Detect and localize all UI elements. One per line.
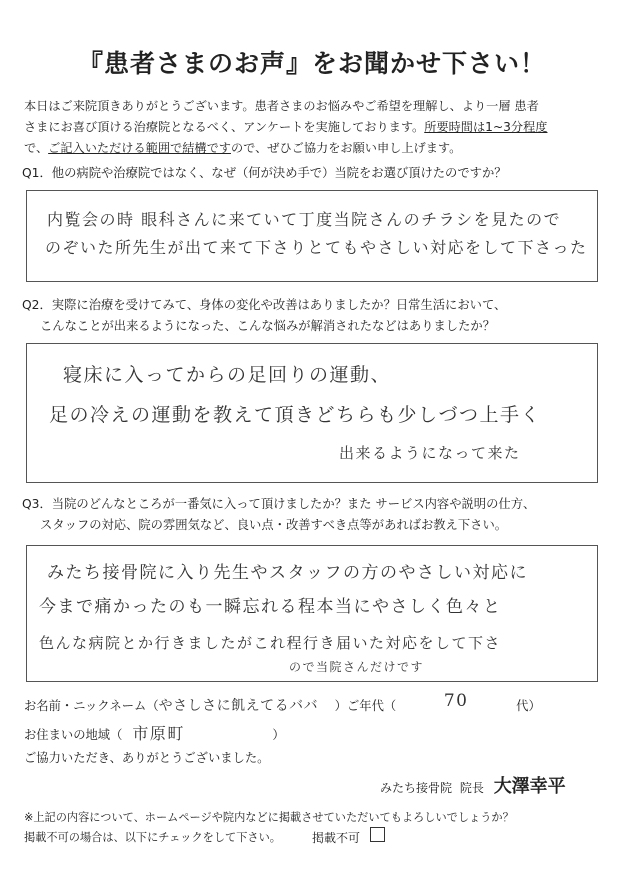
q3-answer-line-3: 色んな病院とか行きましたがこれ程行き届いた対応をして下さ xyxy=(39,634,502,652)
intro-line-3-b: ので、ぜひご協力をお願い申し上げます。 xyxy=(230,141,462,155)
name-close: ） xyxy=(334,699,347,713)
q3-question-line-2: スタッフの対応、院の雰囲気など、良い点・改善すべき点等があればお教え下さい。 xyxy=(40,518,508,532)
intro-line-2-text: さまにお喜び頂ける治療院となるべく、アンケートを実施しております。 xyxy=(24,120,425,134)
no-publish-label: 掲載不可 xyxy=(312,831,361,845)
area-row xyxy=(24,721,285,744)
area-label: お住まいの地域（ xyxy=(24,728,123,742)
age-label: ご年代（ xyxy=(346,699,397,713)
q1-answer-line-2: のぞいた所先生が出て来て下さりとてもやさしい対応をして下さった xyxy=(45,238,588,257)
q2-question-line-2: こんなことが出来るようになった、こんな悩みが解消されたなどはありましたか？ xyxy=(40,319,495,333)
no-publish-checkbox[interactable] xyxy=(370,827,385,842)
q3-answer-line-2: 今まで痛かったのも一瞬忘れる程本当にやさしく色々と xyxy=(39,597,502,617)
q1-question: Q1．他の病院や治療院ではなく、なぜ（何が決め手で）当院をお選び頂けたのですか？ xyxy=(22,166,507,180)
q3-answer-line-4: ので当院さんだけです xyxy=(289,660,425,674)
intro-line-3-a: で、 xyxy=(24,141,49,155)
intro-scope: ご記入いただける範囲で結構です xyxy=(48,141,231,155)
intro-duration: 所要時間は1~3分程度 xyxy=(424,120,548,134)
q3-answer-line-1: みたち接骨院に入り先生やスタッフの方のやさしい対応に xyxy=(47,563,528,583)
q2-answer-line-1: 寝床に入ってからの足回りの運動、 xyxy=(63,364,392,386)
intro-line-3 xyxy=(24,138,604,159)
q2-answer-line-3: 出来るようになって来た xyxy=(339,444,521,462)
q2-question-line-1: Q2．実際に治療を受けてみて、身体の変化や改善はありましたか？日常生活において、 xyxy=(22,298,507,312)
page-title: 『患者さまのお声』をお聞かせ下さい！ xyxy=(77,49,546,78)
age-value[interactable]: 70 xyxy=(443,691,469,711)
director-role: 院長 xyxy=(459,781,484,795)
director-name: 大澤幸平 xyxy=(493,776,566,797)
intro-line-1: 本日はご来院頂きありがとうございます。患者さまのお悩みやご希望を理解し、より一層 患者 xyxy=(24,99,539,113)
name-age-row xyxy=(24,691,541,715)
clinic-name: みたち接骨院 xyxy=(380,781,453,795)
publication-instruction: 掲載不可の場合は、以下にチェックをして下さい。 xyxy=(24,831,281,844)
intro-text xyxy=(24,96,604,159)
thanks-text: ご協力いただき、ありがとうございました。 xyxy=(24,751,270,765)
name-value[interactable]: やさしさに飢えてるババ xyxy=(158,698,319,714)
area-value[interactable]: 市原町 xyxy=(132,724,185,743)
q1-answer-line-1: 内覧会の時 眼科さんに来ていて丁度当院さんのチラシを見たので xyxy=(47,210,562,229)
q2-answer-line-2: 足の冷えの運動を教えて頂きどちらも少しづつ上手く xyxy=(49,404,542,426)
q3-answer-box[interactable] xyxy=(26,545,598,682)
q1-answer-box[interactable] xyxy=(26,190,598,282)
q2-answer-box[interactable] xyxy=(26,343,598,483)
name-label: お名前・ニックネーム（ xyxy=(24,699,159,713)
age-unit: 代） xyxy=(516,699,541,713)
q3-question-line-1: Q3．当院のどんなところが一番気に入って頂けましたか？また サービス内容や説明の仕方、 xyxy=(22,497,536,511)
area-close: ） xyxy=(272,728,285,742)
intro-line-2 xyxy=(24,117,604,138)
publication-note: ※上記の内容について、ホームページや院内などに掲載させていただいてもよろしいでしょうか？ xyxy=(24,811,514,824)
signature xyxy=(380,772,566,798)
